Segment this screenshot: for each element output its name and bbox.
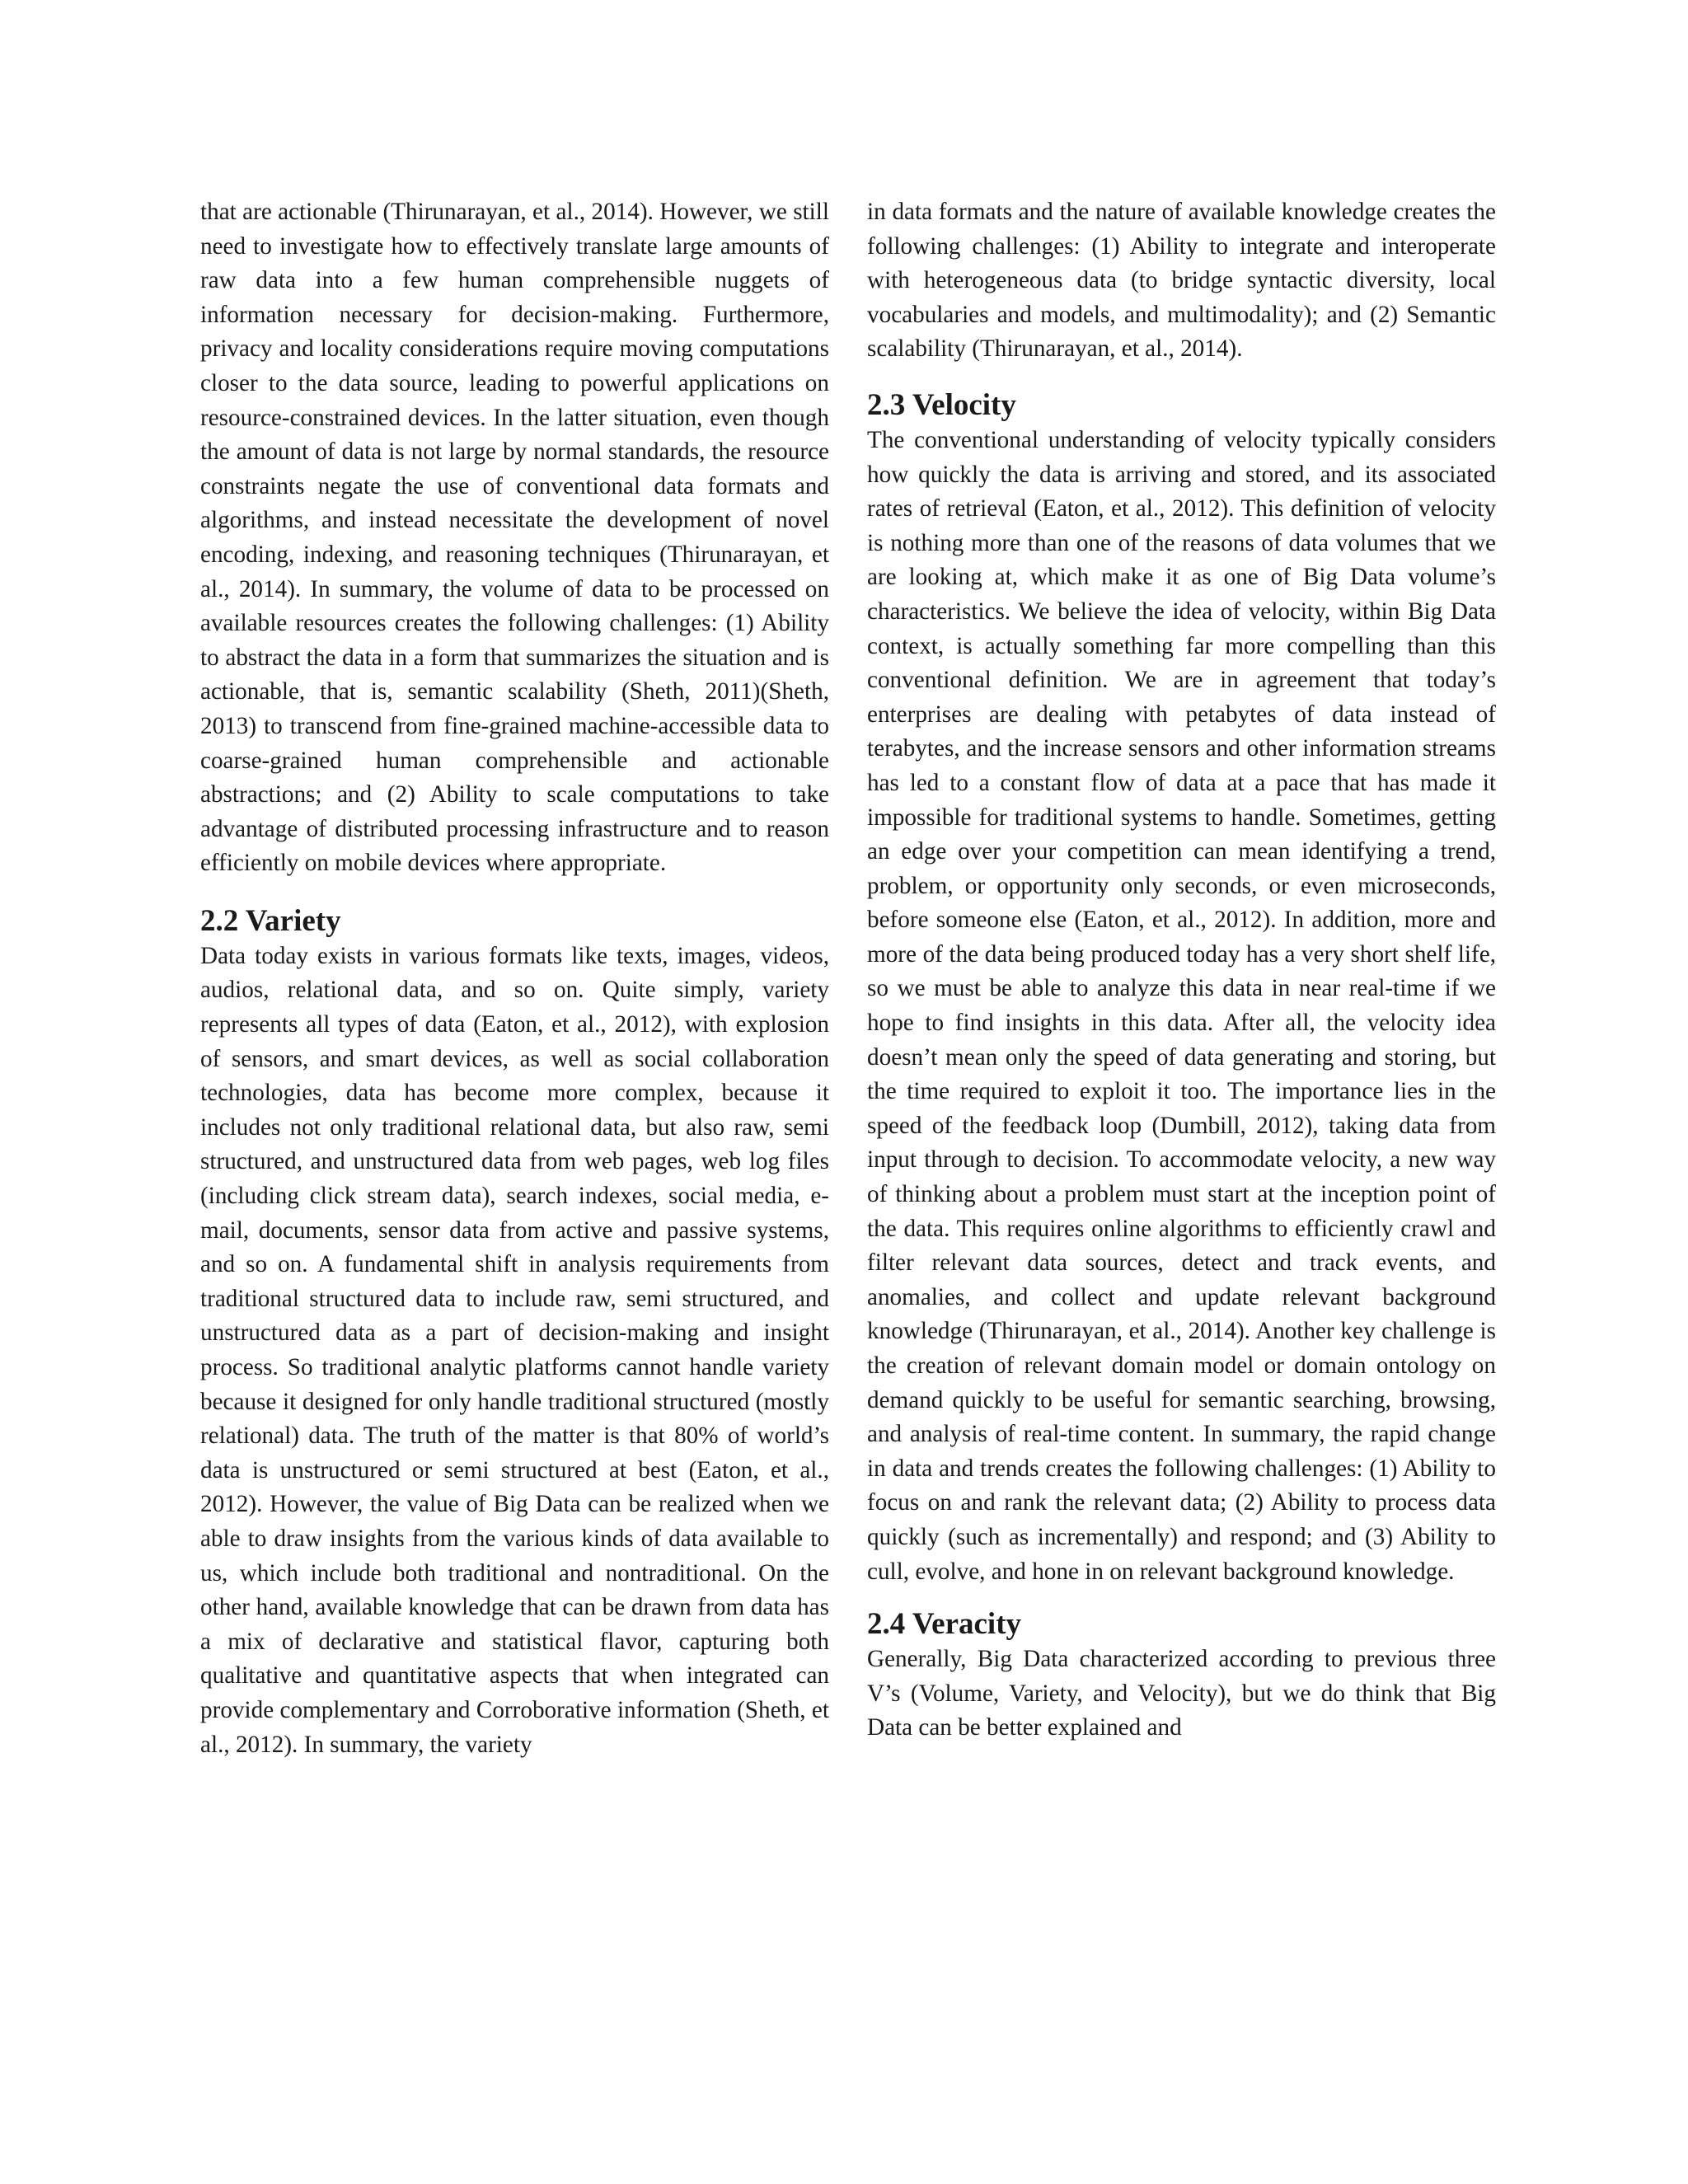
velocity-section-heading: 2.3 Velocity [867,387,1016,422]
velocity-paragraph: The conventional understanding of velocity typically considers how quickly the data is arriving and stored, and its associated rates of retrieval (Eaton, et al., 2012). This definition of velocity is nothing more than one of the reasons of data volumes that we are looking at, which make it as one of Big Data volume’s characteristics. We believe the idea of velocity, within Big Data context, is actually something far more compelling than this conventional definition. We are in agreement that today’s enterprises are dealing with petabytes of data instead of terabytes, and the increase sensors and other information streams has led to a constant flow of data at a pace that has made it impossible for traditional systems to handle. Sometimes, getting an edge over your competition can mean identifying a trend, problem, or opportunity only seconds, or even microseconds, before someone else (Eaton, et al., 2012). In addition, more and more of the data being produced today has a very short shelf life, so we must be able to analyze this data in near real-time if we hope to find insights in this data. After all, the velocity idea doesn’t mean only the speed of data generating and storing, but the time required to exploit it too. The importance lies in the speed of the feedback loop (Dumbill, 2012), taking data from input through to decision. To accommodate velocity, a new way of thinking about a problem must start at the inception point of the data. This requires online algorithms to efficiently crawl and filter relevant data sources, detect and track events, and anomalies, and collect and update relevant background knowledge (Thirunarayan, et al., 2014). Another key challenge is the creation of relevant domain model or domain ontology on demand quickly to be useful for semantic searching, browsing, and analysis of real-time content. In summary, the rapid change in data and trends creates the following challenges: (1) Ability to focus on and rank the relevant data; (2) Ability to process data quickly (such as incrementally) and respond; and (3) Ability to cull, evolve, and hone in on relevant background knowledge. [867,426,1496,1585]
volume-continuation-paragraph: that are actionable (Thirunarayan, et al., 2014). However, we still need to investigate how to effectively translate large amounts of raw data into a few human comprehensible nuggets of information necessary for decision-making. Furthermore, privacy and locality considerations require moving computations closer to the data source, leading to powerful applications on resource-constrained devices. In the latter situation, even though the amount of data is not large by normal standards, the resource constraints negate the use of conventional data formats and algorithms, and instead necessitate the development of novel encoding, indexing, and reasoning techniques (Thirunarayan, et al., 2014). In summary, the volume of data to be processed on available resources creates the following challenges: (1) Ability to abstract the data in a form that summarizes the situation and is actionable, that is, semantic scalability (Sheth, 2011)(Sheth, 2013) to transcend from fine-grained machine-accessible data to coarse-grained human comprehensible and actionable abstractions; and (2) Ability to scale computations to take advantage of distributed processing infrastructure and to reason efficiently on mobile devices where appropriate. [200,199,829,877]
variety-paragraph: Data today exists in various formats like texts, images, videos, audios, relational data, and so on. Quite simply, variety represents all types of data (Eaton, et al., 2012), with explosion of sensors, and smart devices, as well as social collaboration technologies, data has become more complex, because it includes not only traditional relational data, but also raw, semi structured, and unstructured data from web pages, web log files (including click stream data), search indexes, social media, e-mail, documents, sensor data from active and passive systems, and so on. A fundamental shift in analysis requirements from traditional structured data to include raw, semi structured, and unstructured data as a part of decision-making and insight process. So traditional analytic platforms cannot handle variety because it designed for only handle traditional structured (mostly relational) data. The truth of the matter is that 80% of world’s data is unstructured or semi structured at best (Eaton, et al., 2012). However, the value of Big Data can be realized when we able to draw insights from the various kinds of data available to us, which include both traditional and nontraditional. On the other hand, available knowledge that can be drawn from data has a mix of declarative and statistical flavor, capturing both qualitative and quantitative aspects that when integrated can provide complementary and Corroborative information (Sheth, et al., 2012). In summary, the variety [200,942,829,1758]
left-column [200,195,829,1762]
veracity-paragraph: Generally, Big Data characterized according to previous three V’s (Volume, Variety, and Velocity), but we do think that Big Data can be better explained and [867,1646,1496,1741]
variety-continuation-paragraph: in data formats and the nature of available knowledge creates the following challenges: (1) Ability to integrate and interoperate with heterogeneous data (to bridge syntactic diversity, local vocabularies and models, and multimodality); and (2) Semantic scalability (Thirunarayan, et al., 2014). [867,199,1496,363]
right-column [867,195,1496,1746]
veracity-section-heading: 2.4 Veracity [867,1607,1022,1642]
variety-section-heading: 2.2 Variety [200,903,341,938]
